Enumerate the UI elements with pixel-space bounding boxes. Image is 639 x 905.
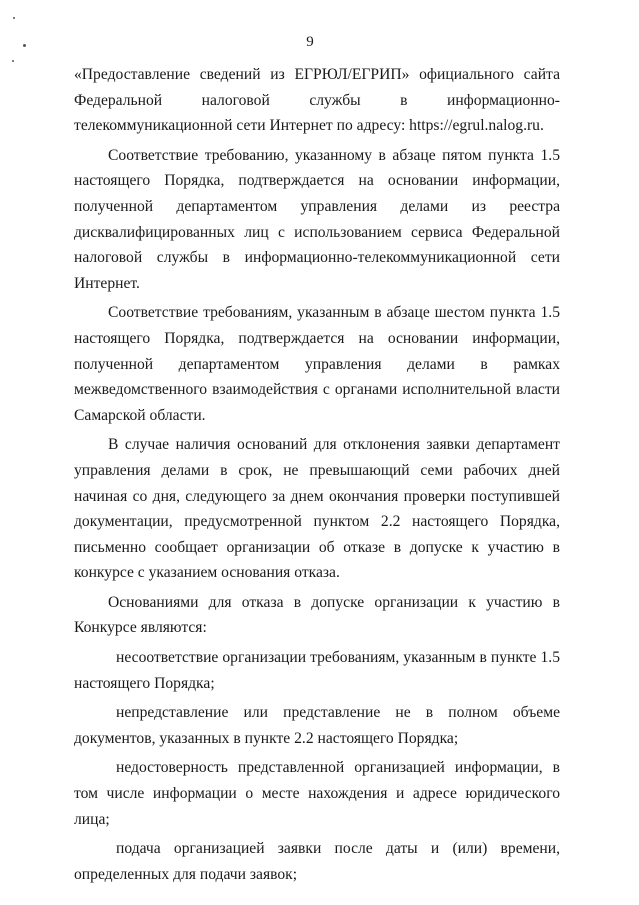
list-item-ground-noncompliance: несоответствие организации требованиям, указанным в пункте 1.5 настоящего Порядка; xyxy=(74,649,560,692)
page-number: 9 xyxy=(306,34,314,50)
paragraph-egrul-source: «Предоставление сведений из ЕГРЮЛ/ЕГРИП» официального сайта Федеральной налоговой службы в информационно-телекоммуникационной сети Интернет по адресу: https://egrul.nalog.ru. xyxy=(74,66,560,135)
list-item-ground-missing-documents: непредставление или представление не в полном объеме документов, указанных в пункте 2.2 настоящего Порядка; xyxy=(74,704,560,747)
paragraph-requirement-item-5: Соответствие требованию, указанному в абзаце пятом пункта 1.5 настоящего Порядка, подтверждается на основании информации, полученной департаментом управления делами из реестра дисквалифицированных лиц с использованием сервиса Федеральной налоговой службы в информационно-телекоммуникационной сети Интернет. xyxy=(74,146,560,292)
paragraph-rejection-grounds-intro: Основаниями для отказа в допуске организации к участию в Конкурсе являются: xyxy=(74,593,560,637)
list-item-ground-late-submission: подача организацией заявки после даты и (или) времени, определенных для подачи заявок; xyxy=(74,840,560,883)
scan-speck xyxy=(12,60,14,62)
paragraph-requirement-item-6: Соответствие требованиям, указанным в абзаце шестом пункта 1.5 настоящего Порядка, подтверждается на основании информации, полученной департаментом управления делами в рамках межведомственного взаимодействия с органами исполнительной власти Самарской области. xyxy=(74,304,560,424)
document-body xyxy=(74,62,560,891)
scan-speck xyxy=(13,17,15,19)
paragraph-rejection-notice: В случае наличия оснований для отклонения заявки департамент управления делами в срок, не превышающий семи рабочих дней начиная со дня, следующего за днем окончания проверки поступившей документации, предусмотренной пунктом 2.2 настоящего Порядка, письменно сообщает организации об отказе в допуске к участию в конкурсе с указанием основания отказа. xyxy=(74,436,560,582)
list-item-ground-false-information: недостоверность представленной организацией информации, в том числе информации о месте нахождения и адресе юридического лица; xyxy=(74,759,560,828)
